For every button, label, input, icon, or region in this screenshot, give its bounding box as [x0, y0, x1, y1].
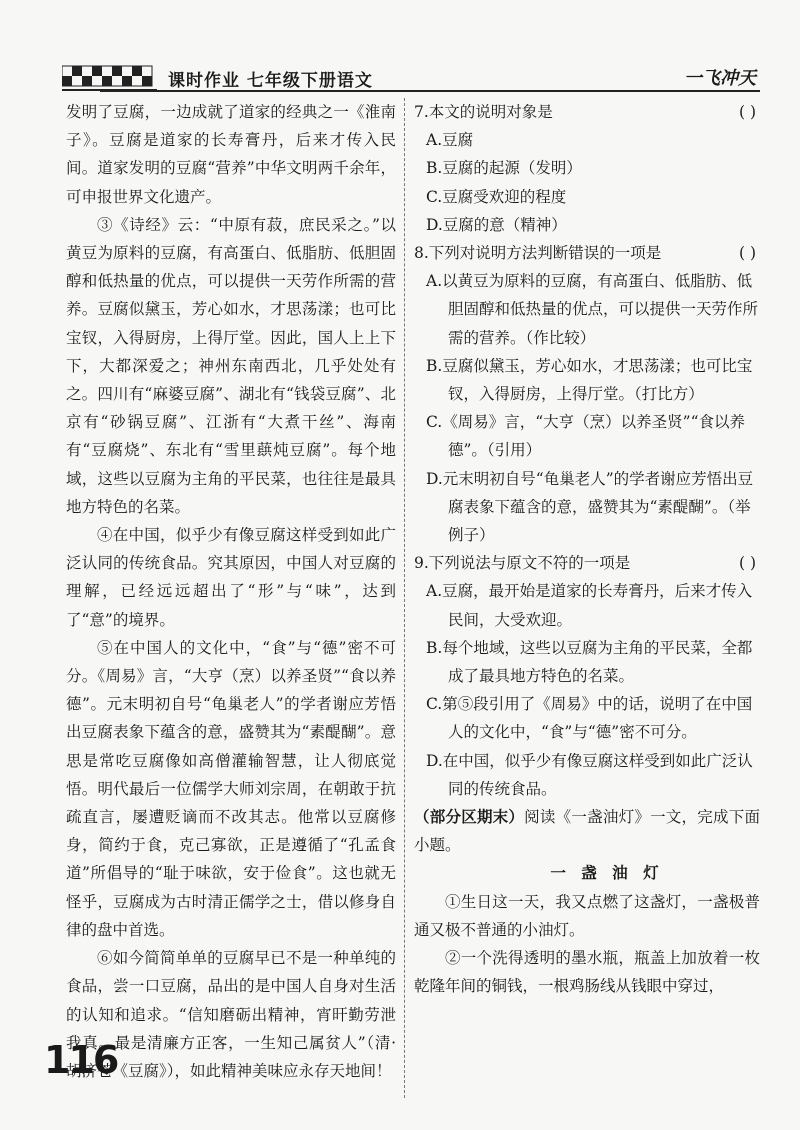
option-a: A.豆腐，最开始是道家的长寿膏丹，后来才传入民间，大受欢迎。 — [426, 582, 753, 629]
reading-instruction: 阅读《一盏油灯》一文，完成下面小题。 — [414, 808, 760, 855]
question-8 — [414, 239, 760, 549]
option-a: A.豆腐 — [426, 131, 474, 150]
question-9 — [414, 549, 760, 803]
question-stem: 7.本文的说明对象是 — [414, 103, 553, 121]
reading-intro — [414, 803, 760, 859]
option-c: C.第⑤段引用了《周易》中的话，说明了在中国人的文化中，“食”与“德”密不可分。 — [426, 695, 753, 742]
paragraph-3: ③《诗经》云：“中原有菽，庶民采之。”以黄豆为原料的豆腐，有高蛋白、低脂肪、低胆固醇和低热量的优点，可以提供一天劳作所需的营养。豆腐似黛玉，芳心如水，才思荡漾；也可比宝钗，入得厨房，上得厅堂。因此，国人上上下下，大都深爱之；神州东南西北，几乎处处有之。四川有“麻婆豆腐”、湖北有“钱袋豆腐”、北京有“砂锅豆腐”、江浙有“大煮干丝”、海南有“豆腐烧”、东北有“雪里蕻炖豆腐”。每个地域，这些以豆腐为主角的平民菜，也往往是最具地方特色的名菜。 — [66, 215, 396, 516]
column-divider — [404, 98, 405, 1098]
passage-paragraph-1: ①生日这一天，我又点燃了这盏灯，一盏极普通又极不普通的小油灯。 — [414, 892, 760, 939]
header-rule — [100, 90, 760, 92]
header-title: 课时作业 七年级下册语文 — [168, 71, 373, 91]
question-stem: 8.下列对说明方法判断错误的一项是 — [414, 244, 662, 263]
option-b: B.每个地域，这些以豆腐为主角的平民菜，全都成了最具地方特色的名菜。 — [426, 638, 753, 686]
option-b: B.豆腐似黛玉，芳心如水，才思荡漾；也可比宝钗，入得厨房，上得厅堂。（打比方） — [426, 356, 753, 404]
paragraph-6: ⑥如今简简单单的豆腐早已不是一种单纯的食品，尝一口豆腐，品出的是中国人自身对生活的认知和追求。“信知磨砺出精神，宵旰勤劳泄我真。最是清廉方正客，一生知己属贫人”（清·胡济苍《豆腐》），如此精神美味应永存天地间！ — [66, 949, 396, 1080]
source-tag: （部分区期末） — [414, 807, 525, 827]
passage-paragraph-2: ②一个洗得透明的墨水瓶，瓶盖上加放着一枚乾隆年间的铜钱，一根鸡肠线从钱眼中穿过， — [414, 949, 760, 996]
paragraph-2-tail: 发明了豆腐，一边成就了道家的经典之一《淮南子》。豆腐是道家的长寿膏丹，后来才传入民间。道家发明的豆腐“营养”中华文明两千余年，可申报世界文化遗产。 — [66, 103, 396, 206]
page-number: 116 — [44, 1038, 118, 1082]
option-d: D.元末明初自号“龟巢老人”的学者谢应芳悟出豆腐表象下蕴含的意，盛赞其为“素醍醐”。（举例子） — [426, 469, 754, 545]
header-brand: 一飞冲天 — [684, 68, 756, 89]
answer-blank: ( ) — [738, 554, 756, 573]
left-column — [66, 98, 396, 1085]
question-7 — [414, 98, 760, 239]
option-d: D.在中国，似乎少有像豆腐这样受到如此广泛认同的传统食品。 — [426, 751, 753, 798]
option-c: C.豆腐受欢迎的程度 — [426, 187, 567, 206]
question-stem: 9.下列说法与原文不符的一项是 — [414, 554, 631, 573]
answer-blank: ( ) — [738, 103, 756, 121]
option-a: A.以黄豆为原料的豆腐，有高蛋白、低脂肪、低胆固醇和低热量的优点，可以提供一天劳作所需的营养。（作比较） — [426, 272, 759, 347]
right-column — [414, 98, 760, 1001]
page-header — [40, 52, 760, 96]
answer-blank: ( ) — [738, 244, 756, 263]
paragraph-4: ④在中国，似乎少有像豆腐这样受到如此广泛认同的传统食品。究其原因，中国人对豆腐的理解，已经远远超出了“形”与“味”，达到了“意”的境界。 — [66, 526, 396, 629]
passage-title: 一 盏 油 灯 — [550, 863, 664, 883]
option-b: B.豆腐的起源（发明） — [426, 159, 582, 178]
option-c: C.《周易》言，“大亨（烹）以养圣贤”“食以养德”。（引用） — [426, 413, 746, 460]
option-d: D.豆腐的意（精神） — [426, 215, 567, 234]
paragraph-5: ⑤在中国人的文化中，“食”与“德”密不可分。《周易》言，“大亨（烹）以养圣贤”“食以养德”。元末明初自号“龟巢老人”的学者谢应芳悟出豆腐表象下蕴含的意，盛赞其为“素醍醐”。意思是常吃豆腐像如高僧灌输智慧，让人彻底觉悟。明代最后一位儒学大师刘宗周，在朝敢于抗疏直言，屡遭贬谪而不改其志。他常以豆腐修身，简约于食，克己寡欲，正是遵循了“孔孟食道”所倡导的“耻于味欲，安于俭食”。这也就无怪乎，豆腐成为古时清正儒学之士，借以修身自律的盘中首选。 — [66, 638, 396, 939]
